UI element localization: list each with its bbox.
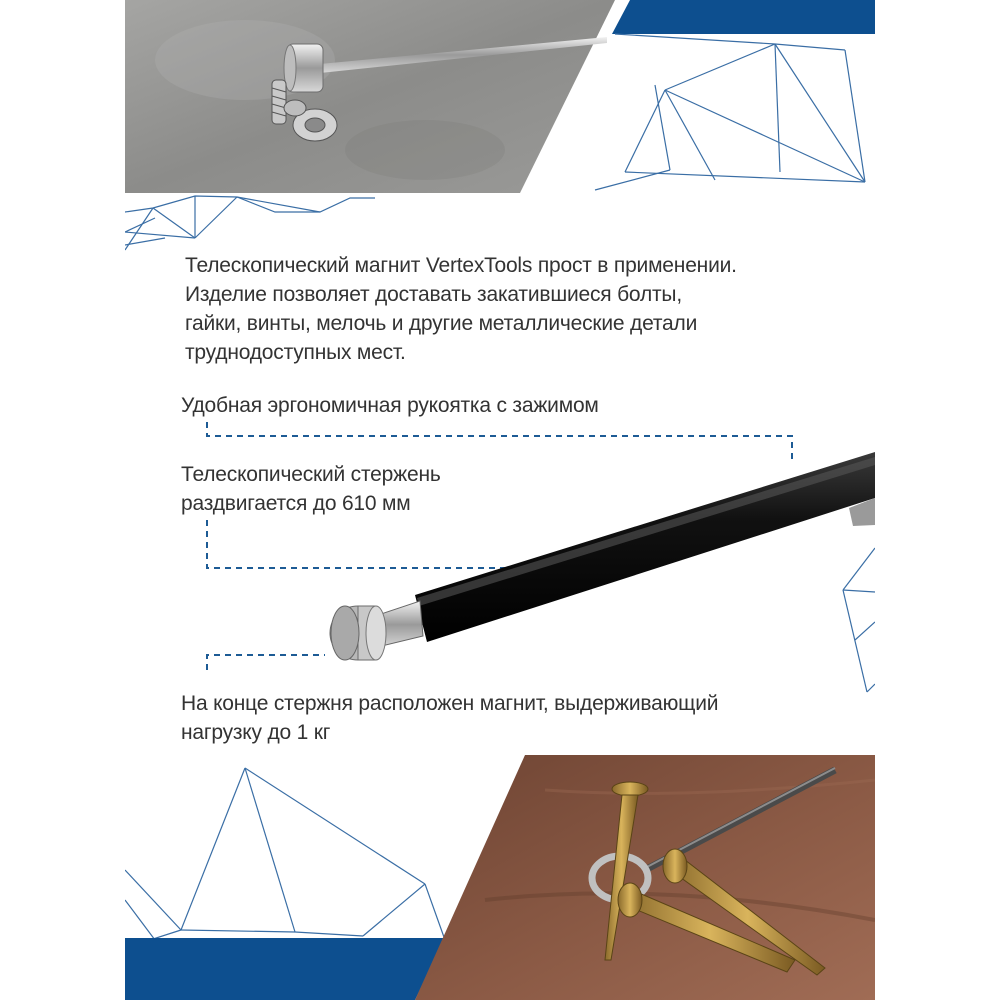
- description-line: Изделие позволяет доставать закатившиеся болты,: [185, 283, 682, 306]
- bottom-blue-band: [125, 938, 445, 1000]
- feature-line: раздвигается до 610 мм: [181, 492, 411, 515]
- description-line: Телескопический магнит VertexTools прост в применении.: [185, 254, 737, 277]
- feature-line: Удобная эргономичная рукоятка с зажимом: [181, 394, 599, 417]
- feature-line: Телескопический стержень: [181, 463, 441, 486]
- feature-line: На конце стержня расположен магнит, выдерживающий: [181, 692, 719, 715]
- top-blue-band: [612, 0, 875, 34]
- feature-magnet: [181, 689, 718, 747]
- description-line: гайки, винты, мелочь и другие металлические детали: [185, 312, 698, 335]
- top-photo: [125, 0, 615, 193]
- feature-rod: [181, 460, 441, 518]
- line-art-top: [595, 34, 865, 190]
- feature-line: нагрузку до 1 кг: [181, 721, 331, 744]
- line-art-right: [843, 548, 875, 692]
- feature-handle: [181, 391, 599, 420]
- line-art-left: [125, 196, 375, 250]
- product-description: [185, 251, 865, 367]
- product-card: [125, 0, 875, 1000]
- line-art-bottom: [125, 768, 445, 948]
- bottom-photo: [415, 755, 875, 1000]
- description-line: труднодоступных мест.: [185, 341, 406, 364]
